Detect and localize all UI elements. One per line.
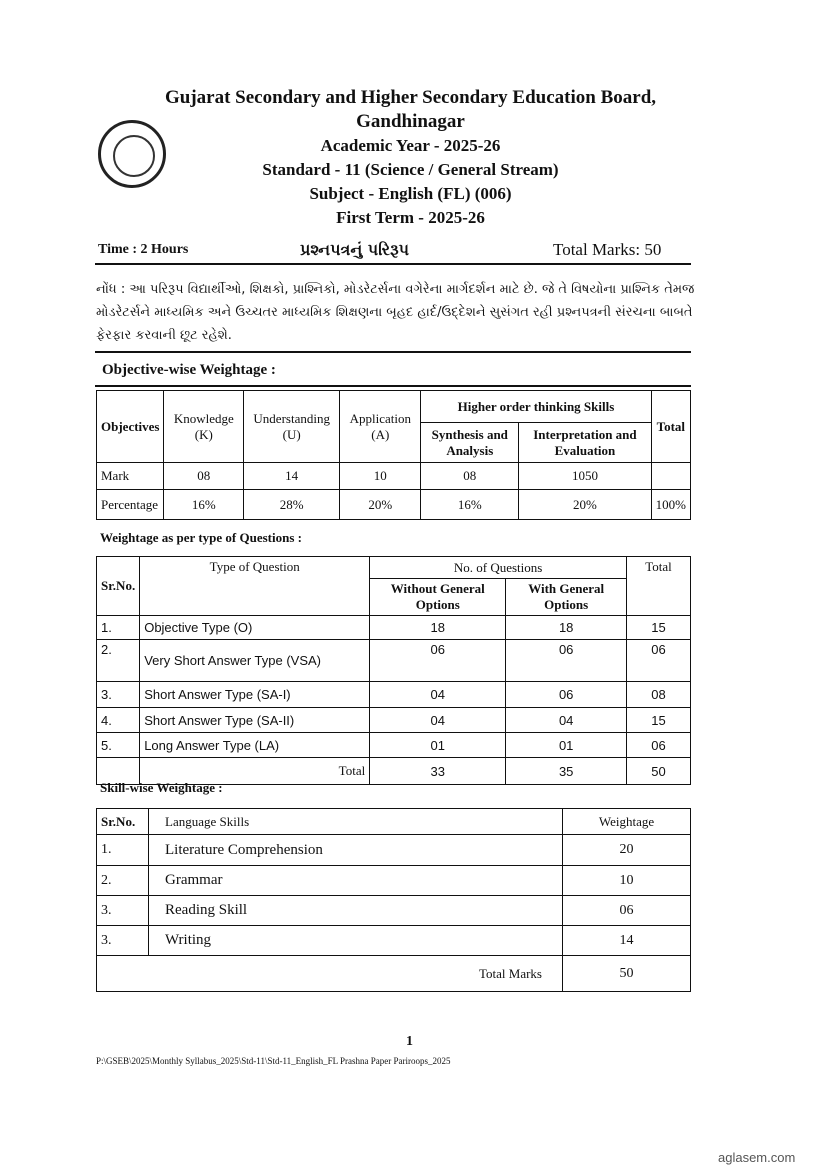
cell: 08 [421,463,519,490]
cell: 16% [164,490,244,520]
watermark: aglasem.com [718,1150,796,1165]
table-row [97,866,691,896]
cell: Writing [149,926,563,956]
cell: Total [140,758,370,785]
table-row [97,682,691,708]
col-header: Sr.No. [97,557,140,616]
cell: Mark [97,463,164,490]
cell: 06 [627,640,691,682]
col-header: Sr.No. [97,809,149,835]
cell: 14 [244,463,340,490]
cell: 04 [506,708,627,733]
cell: Grammar [149,866,563,896]
table-row [97,835,691,866]
cell: Long Answer Type (LA) [140,733,370,758]
col-header: Higher order thinking Skills [421,391,651,423]
col-header: Without General Options [370,579,506,616]
cell: 15 [627,708,691,733]
cell: 3. [97,682,140,708]
note-text: આ પરિરૂપ વિદ્યાર્થીઓ, શિક્ષકો, પ્રાશ્નિકો, મોડરેટર્સના વગેરેના માર્ગદર્શન માટે છે. જે તે વિષયોના પ્રાશ્નિક તેમજ મોડરેટર્સને માધ્યમિક અને ઉચ્ચતર માધ્યમિક શિક્ષણના બૃહદ હાર્દ/ઉદ્દેશને સુસંગત રહી પ્રશ્નપત્રની સંરચના બાબતે ફેરફાર કરવાની છૂટ રહેશે. [96,282,695,343]
cell: 18 [506,616,627,640]
cell: Percentage [97,490,164,520]
col-header: Knowledge (K) [164,391,244,463]
cell: 01 [506,733,627,758]
cell: Reading Skill [149,896,563,926]
cell: 18 [370,616,506,640]
page-number: 1 [406,1034,413,1049]
col-header: Objectives [97,391,164,463]
cell: 2. [97,866,149,896]
col-header: Type of Question [140,557,370,616]
cell: Objective Type (O) [140,616,370,640]
cell: Short Answer Type (SA-I) [140,682,370,708]
cell: 08 [164,463,244,490]
cell: 10 [563,866,691,896]
file-path: P:\GSEB\2025\Monthly Syllabus_2025\Std-11\Std-11_English_FL Prashna Paper Pariroops_2025 [96,1056,451,1066]
divider [95,385,691,387]
col-header: Understanding (U) [244,391,340,463]
cell: 35 [506,758,627,785]
col-header: Interpretation and Evaluation [519,423,651,463]
cell: 28% [244,490,340,520]
cell: 06 [506,640,627,682]
total-marks: Total Marks: 50 [553,240,662,259]
col-header: Language Skills [149,809,563,835]
skill-table [96,808,691,992]
table-row [97,640,691,682]
cell: 20% [340,490,421,520]
cell: 50 [627,758,691,785]
subject: Subject - English (FL) (006) [309,184,512,203]
col-header: Total [651,391,690,463]
cell: 20% [519,490,651,520]
cell: 4. [97,708,140,733]
divider [95,351,691,353]
city: Gandhinagar [356,111,465,132]
academic-year: Academic Year - 2025-26 [320,136,501,155]
qtype-heading: Weightage as per type of Questions : [100,530,302,545]
col-header: Total [627,557,691,616]
cell: 2. [97,640,140,682]
cell [651,463,690,490]
divider [95,263,691,265]
col-header: Weightage [563,809,691,835]
cell: 20 [563,835,691,866]
cell: 3. [97,926,149,956]
document-header [0,86,821,230]
cell: 14 [563,926,691,956]
cell: 06 [627,733,691,758]
objective-table [96,390,691,520]
cell: Short Answer Type (SA-II) [140,708,370,733]
col-header: Synthesis and Analysis [421,423,519,463]
question-type-table [96,556,691,785]
cell: 5. [97,733,140,758]
cell: 06 [506,682,627,708]
table-row [97,708,691,733]
objective-heading: Objective-wise Weightage : [102,362,276,378]
time: Time : 2 Hours [98,242,189,257]
col-header: With General Options [506,579,627,616]
cell: 50 [563,956,691,992]
cell: 1. [97,835,149,866]
table-row [97,616,691,640]
table-row [97,733,691,758]
cell: 04 [370,708,506,733]
col-header: No. of Questions [370,557,627,579]
note [96,278,696,347]
cell: Total Marks [97,956,563,992]
cell: 33 [370,758,506,785]
cell: 04 [370,682,506,708]
paper-title: પ્રશ્નપત્રનું પરિરૂપ [300,240,409,259]
table-row [97,463,691,490]
cell: 1. [97,616,140,640]
cell: 01 [370,733,506,758]
table-row [97,896,691,926]
cell: 06 [370,640,506,682]
standard: Standard - 11 (Science / General Stream) [262,160,559,179]
table-row [97,926,691,956]
cell: 10 [340,463,421,490]
cell: 1050 [519,463,651,490]
cell: 15 [627,616,691,640]
cell: Very Short Answer Type (VSA) [140,640,370,682]
cell: 100% [651,490,690,520]
board-name: Gujarat Secondary and Higher Secondary Education Board, [164,87,657,108]
cell: Literature Comprehension [149,835,563,866]
cell: 08 [627,682,691,708]
cell: 16% [421,490,519,520]
col-header: Application (A) [340,391,421,463]
cell: 06 [563,896,691,926]
cell: 3. [97,896,149,926]
term: First Term - 2025-26 [336,208,485,227]
skill-heading: Skill-wise Weightage : [100,780,223,795]
table-total-row [97,956,691,992]
table-row [97,490,691,520]
note-label: નોંધ : [96,282,126,297]
